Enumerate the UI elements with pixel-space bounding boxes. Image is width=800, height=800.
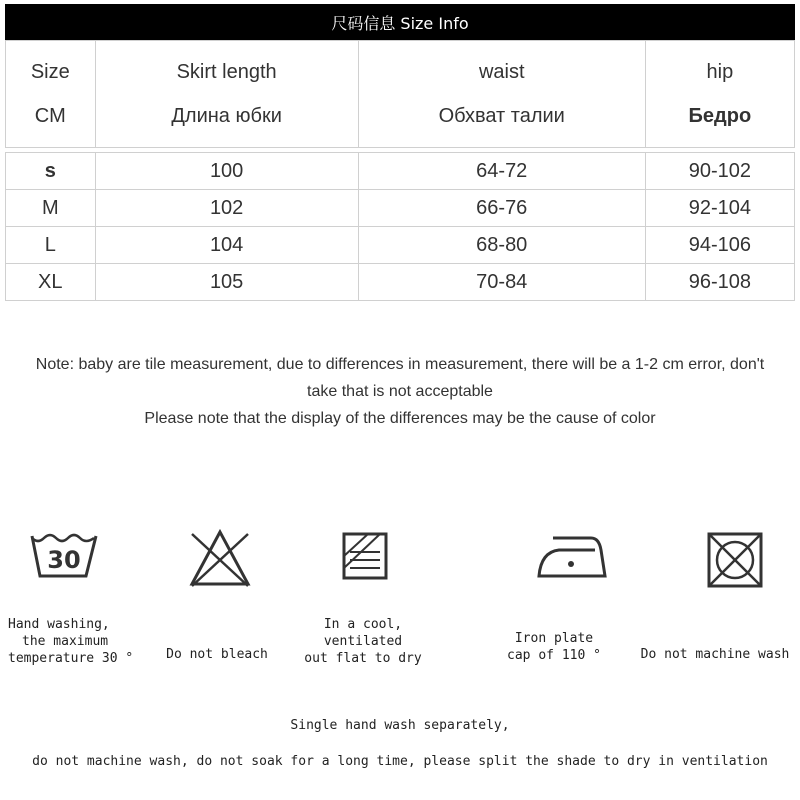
no-bleach-icon bbox=[188, 528, 252, 588]
no-machine-wash-icon bbox=[704, 530, 766, 590]
waist-cell: 66-76 bbox=[358, 190, 645, 227]
header-size-unit: CM bbox=[34, 105, 66, 127]
care-label-line: temperature 30 ° bbox=[8, 651, 134, 666]
header-skirt-length bbox=[95, 41, 358, 148]
size-cell: XL bbox=[6, 264, 96, 301]
waist-cell: 64-72 bbox=[358, 153, 645, 190]
note-line-3: Please note that the display of the differences may be the cause of color bbox=[144, 410, 656, 427]
care-label-line: Iron plate bbox=[514, 631, 594, 646]
care-label-line: the maximum bbox=[22, 634, 109, 649]
table-row bbox=[6, 264, 795, 301]
care-label-line: Do not bleach bbox=[166, 647, 268, 662]
hip-cell: 90-102 bbox=[645, 153, 794, 190]
waist-cell: 68-80 bbox=[358, 227, 645, 264]
size-table bbox=[5, 40, 795, 301]
size-info-header bbox=[5, 4, 795, 40]
header-skirt-length-ru: Длина юбки bbox=[171, 105, 282, 127]
care-label-hand-wash bbox=[8, 616, 146, 667]
care-label-no-machine-wash bbox=[636, 646, 794, 663]
note-line-2: take that is not acceptable bbox=[307, 383, 493, 400]
care-label-line: out flat to dry bbox=[304, 651, 422, 666]
table-row bbox=[6, 153, 795, 190]
header-size bbox=[6, 41, 96, 148]
header-hip-ru: Бедро bbox=[688, 105, 752, 127]
header-waist bbox=[358, 41, 645, 148]
header-waist-ru: Обхват талии bbox=[438, 105, 565, 127]
care-label-dry-flat bbox=[296, 616, 430, 667]
care-label-line: In a cool, bbox=[323, 617, 403, 632]
care-label-line: ventilated bbox=[323, 634, 403, 649]
waist-cell: 70-84 bbox=[358, 264, 645, 301]
care-label-line: Do not machine wash bbox=[640, 647, 790, 662]
skirt-length-cell: 104 bbox=[95, 227, 358, 264]
care-label-no-bleach bbox=[154, 646, 280, 663]
header-waist-en: waist bbox=[478, 61, 525, 83]
hip-cell: 92-104 bbox=[645, 190, 794, 227]
header-size-en: Size bbox=[30, 61, 70, 83]
hip-cell: 94-106 bbox=[645, 227, 794, 264]
table-header-row bbox=[6, 41, 795, 148]
header-title: 尺码信息 Size Info bbox=[331, 13, 469, 33]
size-cell: M bbox=[6, 190, 96, 227]
header-skirt-length-en: Skirt length bbox=[176, 61, 277, 83]
bottom-line-1: Single hand wash separately, bbox=[290, 718, 510, 733]
header-hip-en: hip bbox=[706, 61, 734, 83]
table-row bbox=[6, 227, 795, 264]
skirt-length-cell: 105 bbox=[95, 264, 358, 301]
bottom-line-2: do not machine wash, do not soak for a long time, please split the shade to dry in ventilation bbox=[32, 754, 768, 769]
note-line-1: Note: baby are tile measurement, due to differences in measurement, there will be a 1-2 cm error, don't bbox=[35, 356, 765, 373]
skirt-length-cell: 100 bbox=[95, 153, 358, 190]
care-label-line: cap of 110 ° bbox=[507, 648, 601, 663]
iron-icon bbox=[533, 530, 609, 582]
size-cell: L bbox=[6, 227, 96, 264]
dry-flat-shade-icon bbox=[340, 530, 390, 582]
header-hip bbox=[645, 41, 794, 148]
care-label-line: Hand washing, bbox=[8, 617, 110, 632]
wash-temp-label: 30 bbox=[47, 546, 81, 574]
skirt-length-cell: 102 bbox=[95, 190, 358, 227]
table-row bbox=[6, 190, 795, 227]
hand-wash-30-icon bbox=[28, 530, 100, 582]
hip-cell: 96-108 bbox=[645, 264, 794, 301]
size-cell: s bbox=[6, 153, 96, 190]
care-label-iron bbox=[496, 630, 612, 664]
